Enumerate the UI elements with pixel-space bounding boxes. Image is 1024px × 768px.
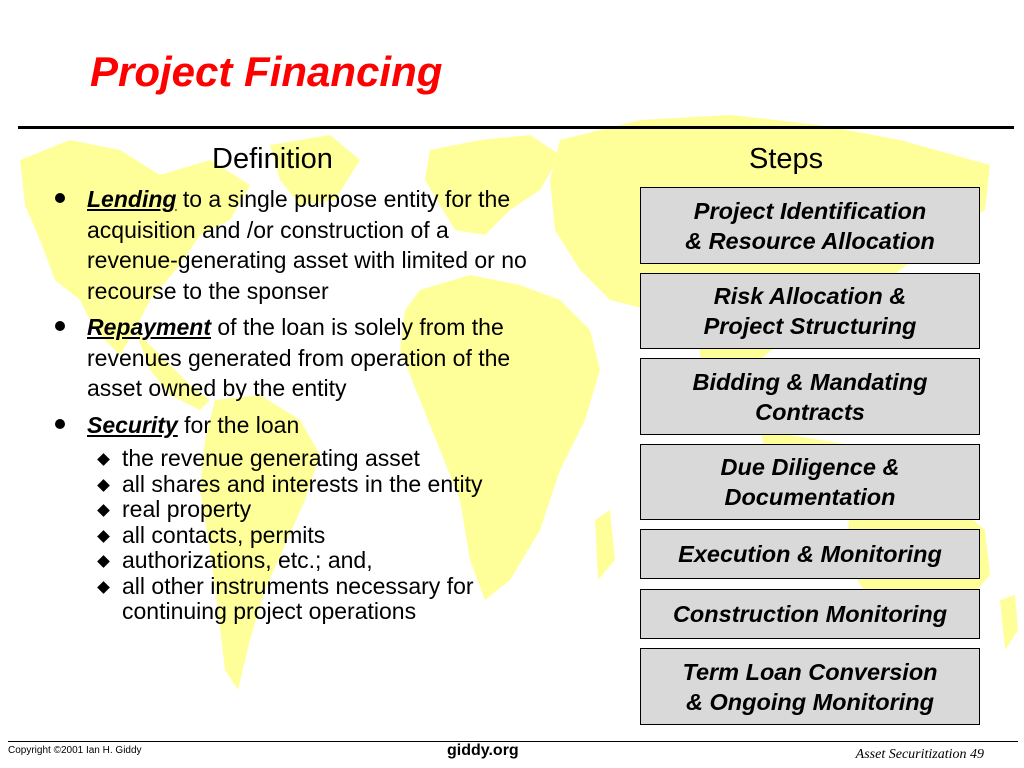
bullet-dot-icon bbox=[55, 321, 65, 331]
bullet-text: to a single purpose entity for the acquisition and /or construction of a revenue-generating asset with limited or no recourse to the sponser bbox=[87, 186, 527, 304]
step-box-execution bbox=[640, 529, 980, 579]
step-box-project-identification bbox=[640, 187, 980, 264]
sub-item-text: all other instruments necessary for continuing project operations bbox=[122, 572, 474, 624]
footer-site: giddy.org bbox=[447, 742, 519, 759]
footer-copyright: Copyright ©2001 Ian H. Giddy bbox=[8, 745, 142, 756]
bullet-text: of the loan is solely from the revenues generated from operation of the asset owned by the entity bbox=[87, 314, 511, 401]
step-box-construction bbox=[640, 589, 980, 639]
steps-heading: Steps bbox=[749, 143, 824, 175]
bullet-repayment bbox=[55, 312, 535, 404]
diamond-bullet-icon bbox=[97, 479, 110, 492]
sub-item-text: authorizations, etc.; and, bbox=[122, 547, 373, 573]
step-label: Project Identification & Resource Allocation bbox=[685, 197, 935, 254]
sub-item bbox=[99, 472, 535, 498]
slide-title: Project Financing bbox=[90, 48, 443, 95]
step-label: Bidding & Mandating Contracts bbox=[692, 368, 928, 425]
step-label: Execution & Monitoring bbox=[678, 541, 942, 567]
bullet-keyword: Security bbox=[87, 411, 178, 438]
title-underline bbox=[18, 126, 1014, 129]
step-box-risk-allocation bbox=[640, 273, 980, 349]
sub-item-text: all contacts, permits bbox=[122, 521, 326, 548]
bullet-security bbox=[55, 410, 535, 441]
step-box-bidding bbox=[640, 358, 980, 435]
diamond-bullet-icon bbox=[97, 555, 110, 568]
sub-item-text: real property bbox=[122, 496, 252, 522]
step-label: Term Loan Conversion & Ongoing Monitoring bbox=[682, 658, 938, 715]
step-box-due-diligence bbox=[640, 444, 980, 520]
diamond-bullet-icon bbox=[97, 453, 110, 466]
bullet-keyword: Lending bbox=[87, 186, 177, 212]
step-label: Construction Monitoring bbox=[672, 601, 948, 627]
step-label: Risk Allocation & Project Structuring bbox=[703, 283, 917, 339]
sub-item-text: the revenue generating asset bbox=[122, 445, 420, 471]
bullet-text: for the loan bbox=[177, 411, 300, 438]
step-label: Due Diligence & Documentation bbox=[720, 454, 900, 510]
security-sub-list bbox=[99, 446, 535, 625]
map-madagascar bbox=[595, 510, 615, 580]
diamond-bullet-icon bbox=[97, 530, 110, 543]
definition-heading: Definition bbox=[212, 143, 333, 175]
definition-bullet-list bbox=[55, 184, 535, 625]
sub-item bbox=[99, 497, 535, 523]
sub-item bbox=[99, 523, 535, 549]
bullet-lending bbox=[55, 184, 535, 306]
footer-page-label: Asset Securitization 49 bbox=[855, 747, 984, 762]
bullet-dot-icon bbox=[55, 419, 65, 429]
sub-item bbox=[99, 446, 535, 472]
step-box-term-loan bbox=[640, 648, 980, 725]
sub-item bbox=[99, 548, 535, 574]
sub-item-text: all shares and interests in the entity bbox=[122, 470, 483, 497]
diamond-bullet-icon bbox=[97, 504, 110, 517]
bullet-keyword: Repayment bbox=[87, 314, 211, 340]
map-new-zealand bbox=[1000, 595, 1018, 650]
bullet-dot-icon bbox=[55, 193, 65, 203]
sub-item bbox=[99, 574, 535, 625]
diamond-bullet-icon bbox=[97, 581, 110, 594]
